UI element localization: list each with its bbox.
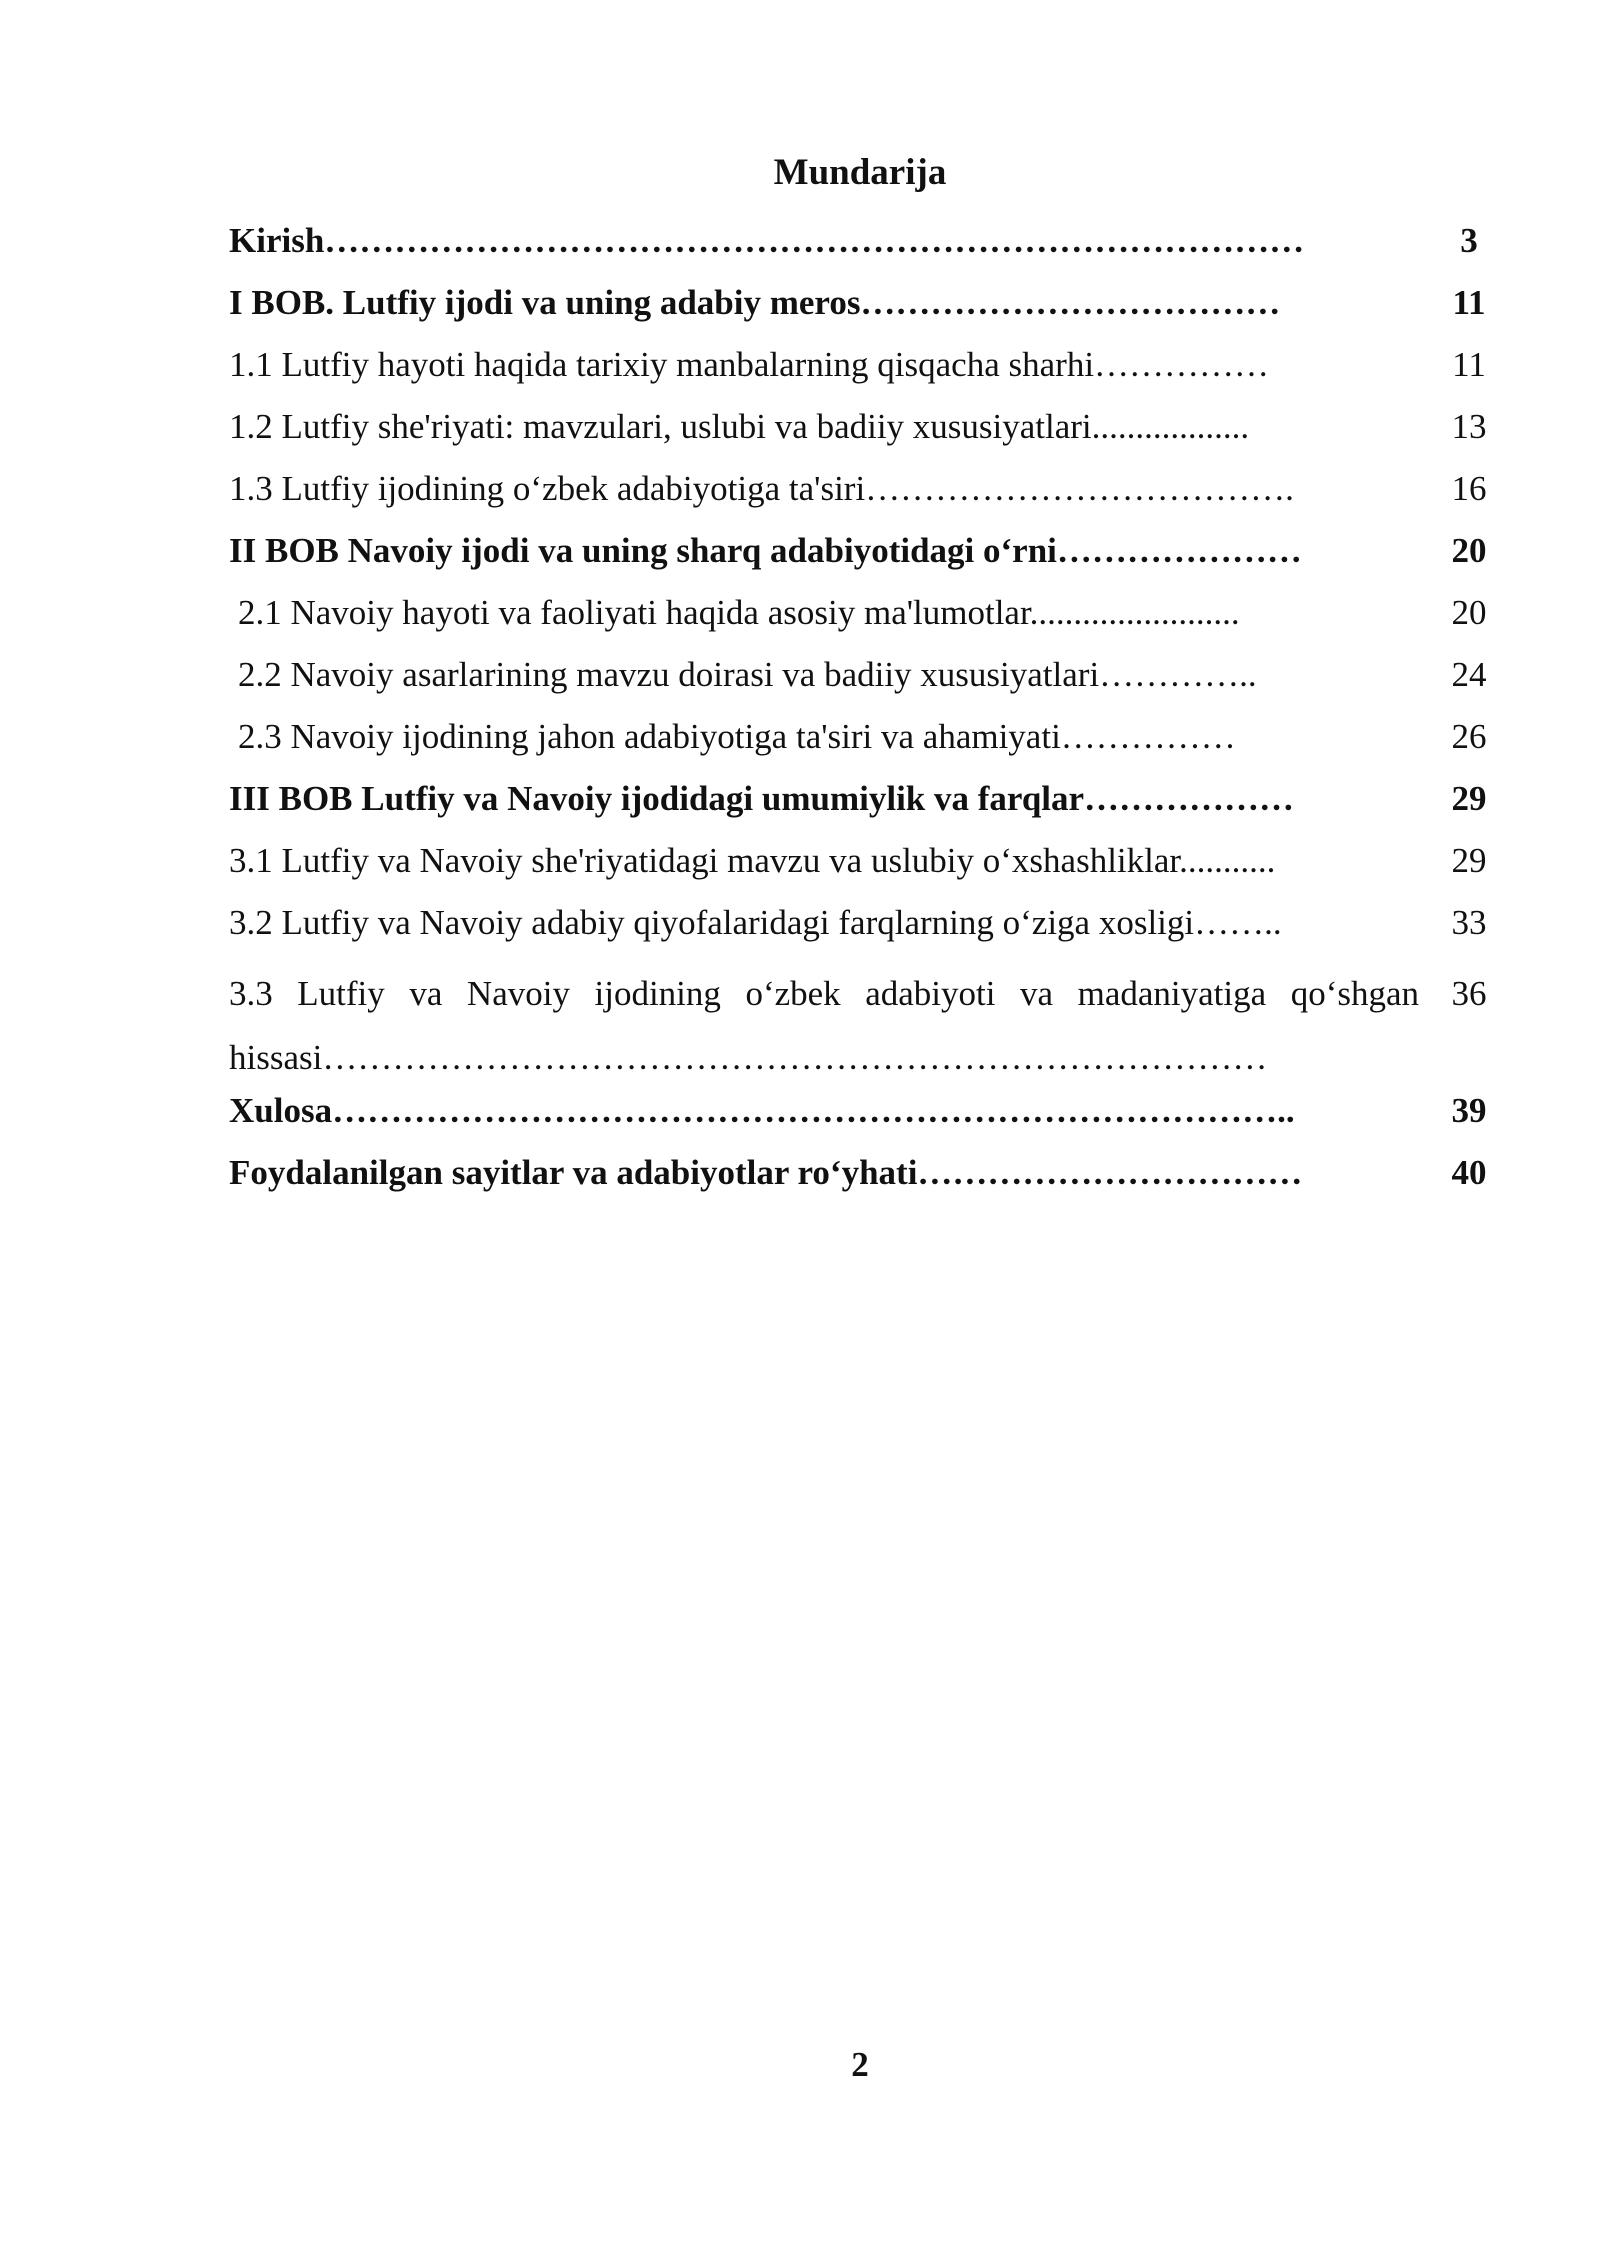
toc-entry-page: 11 [1452,283,1486,322]
toc-entry-xulosa[interactable] [229,1082,1489,1144]
page-title: Mundarija [773,152,947,193]
toc-entry-text: Xulosa……………………………………………………………………….. [229,1091,1295,1130]
toc-entry-section-2-3[interactable] [229,708,1489,770]
toc-entry-page: 26 [1451,717,1487,756]
toc-entry-section-2-2[interactable] [229,646,1489,708]
toc-entry-text: I BOB. Lutfiy ijodi va uning adabiy meros……………………………… [229,283,1281,322]
toc-entry-chapter-3[interactable] [229,770,1489,832]
toc-entry-text: Kirish………………………………………………………………………… [229,221,1305,260]
toc-entry-page: 29 [1451,779,1487,818]
toc-entry-page: 24 [1451,655,1487,694]
toc-entry-page: 40 [1451,1153,1487,1192]
toc-entry-page: 16 [1451,469,1487,508]
toc-entry-page: 3 [1460,221,1478,260]
toc-entry-text: 1.2 Lutfiy she'riyati: mavzulari, uslubi va badiiy xususiyatlari.................. [229,407,1250,446]
toc-entry-text: 1.3 Lutfiy ijodining o‘zbek adabiyotiga ta'siri………………………………. [229,469,1294,508]
toc-entry-page: 20 [1451,593,1487,632]
toc-entry-text: 2.1 Navoiy hayoti va faoliyati haqida asosiy ma'lumotlar........................ [238,593,1240,632]
toc-entry-page: 36 [1451,974,1487,1013]
toc-entry-section-3-2[interactable] [229,894,1489,956]
toc-entry-references[interactable] [229,1144,1489,1206]
toc-entry-text: 3.2 Lutfiy va Navoiy adabiy qiyofalaridagi farqlarning o‘ziga xosligi…….. [229,903,1282,942]
toc-entry-text: 2.3 Navoiy ijodining jahon adabiyotiga ta'siri va ahamiyati…………… [238,717,1236,756]
toc-entry-text: III BOB Lutfiy va Navoiy ijodidagi umumiylik va farqlar……………… [229,779,1295,818]
toc-entry-section-1-1[interactable] [229,336,1489,398]
toc-entry-text: 3.3 Lutfiy va Navoiy ijodining o‘zbek adabiyoti va madaniyatiga qo‘shgan hissasi……………………………………………………………………… [229,974,1419,1077]
toc-entry-section-3-3[interactable] [229,956,1489,1082]
toc-entry-section-3-1[interactable] [229,832,1489,894]
toc-entry-chapter-1[interactable] [229,274,1489,336]
toc-entry-page: 20 [1451,531,1487,570]
toc-entry-page: 11 [1452,345,1486,384]
toc-entry-section-2-1[interactable] [229,584,1489,646]
toc-entry-page: 13 [1451,407,1487,446]
toc-entry-section-1-2[interactable] [229,398,1489,460]
toc-entry-text: II BOB Navoiy ijodi va uning sharq adabiyotidagi o‘rni………………… [229,531,1302,570]
toc-entry-kirish[interactable] [229,212,1489,274]
toc-entry-text: 1.1 Lutfiy hayoti haqida tarixiy manbalarning qisqacha sharhi…………… [229,345,1270,384]
toc-entry-section-1-3[interactable] [229,460,1489,522]
toc-entry-text: 2.2 Navoiy asarlarining mavzu doirasi va badiiy xususiyatlari………….. [238,655,1257,694]
table-of-contents [229,212,1489,1206]
toc-entry-text: Foydalanilgan sayitlar va adabiyotlar ro‘yhati…………………………… [229,1153,1303,1192]
toc-entry-page: 33 [1451,903,1487,942]
toc-entry-text: 3.1 Lutfiy va Navoiy she'riyatidagi mavzu va uslubiy o‘xshashliklar........... [229,841,1276,880]
toc-entry-chapter-2[interactable] [229,522,1489,584]
page-number: 2 [851,2045,869,2084]
toc-entry-page: 39 [1451,1091,1487,1130]
toc-entry-page: 29 [1451,841,1487,880]
